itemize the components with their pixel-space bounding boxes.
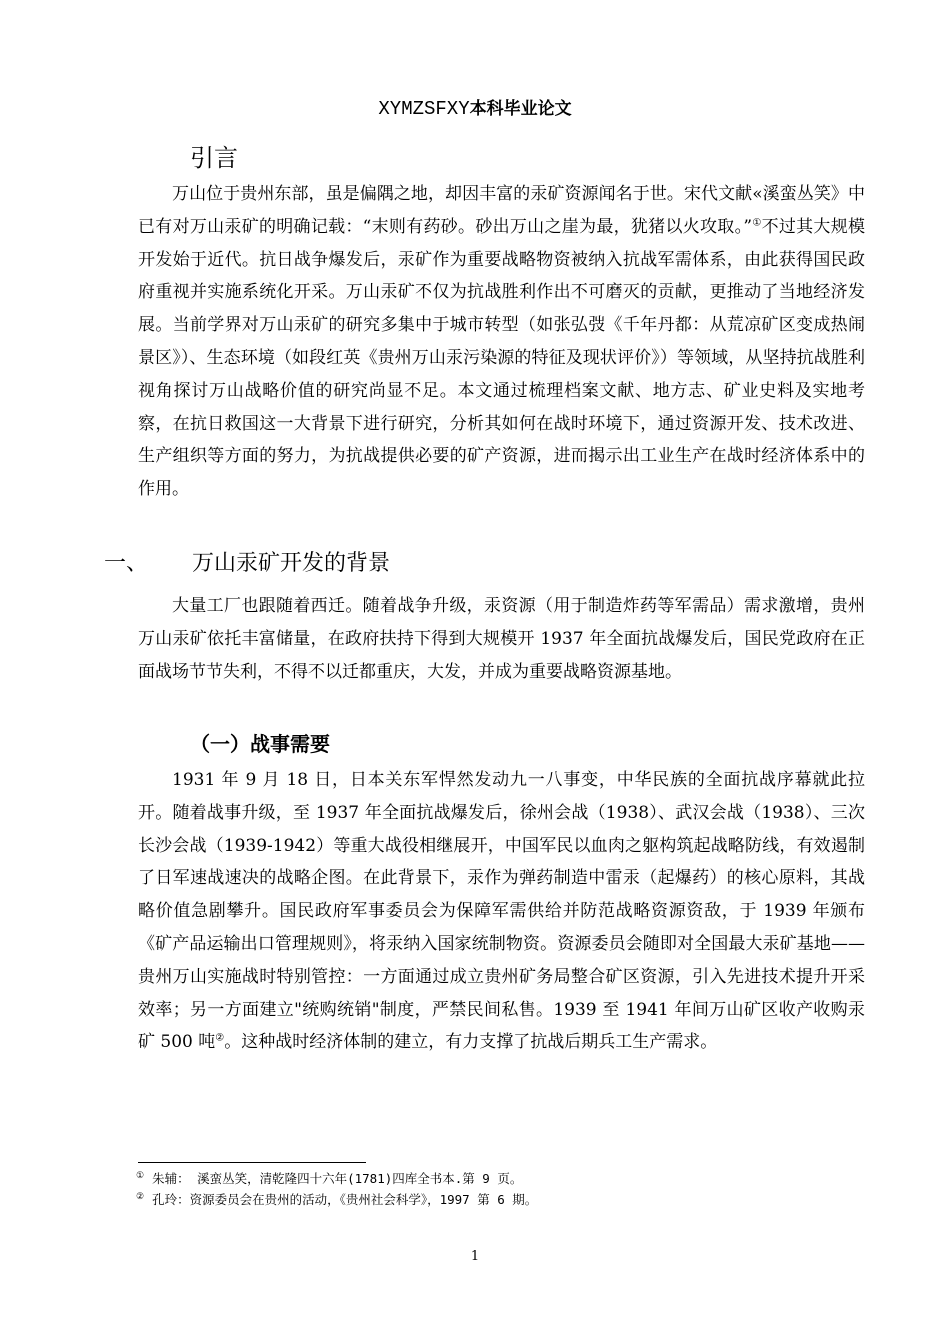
section-paragraph: 大量工厂也跟随着西迁。随着战争升级，汞资源（用于制造炸药等军需品）需求激增，贵州万山汞矿依托丰富储量，在政府扶持下得到大规模开 1937 年全面抗战爆发后，国民党政府在正面战场节节失利，不得不以迁都重庆，大发，并成为重要战略资源基地。 xyxy=(138,596,865,682)
intro-paragraph xyxy=(138,178,865,506)
footnote-ref-2: ② xyxy=(215,1032,225,1044)
intro-heading: 引言 xyxy=(190,144,238,172)
subsection-text-part-a: 1931 年 9 月 18 日，日本关东军悍然发动九一八事变，中华民族的全面抗战序幕就此拉开。随着战事升级，至 1937 年全面抗战爆发后，徐州会战（1938）、武汉会战（1938）、三次长沙会战（1939-1942）等重大战役相继展开，中国军民以血肉之躯构筑起战略防线，有效遏制了日军速战速决的战略企图。在此背景下，汞作为弹药制造中雷汞（起爆药）的核心原料，其战略价值急剧攀升。国民政府军事委员会为保障军需供给并防范战略资源资敌，于 1939 年颁布《矿产品运输出口管理规则》，将汞纳入国家统制物资。资源委员会随即对全国最大汞矿基地——贵州万山实施战时特别管控：一方面通过成立贵州矿务局整合矿区资源，引入先进技术提升开采效率；另一方面建立"统购统销"制度，严禁民间私售。1939 至 1941 年间万山矿区收产收购汞矿 500 吨 xyxy=(138,770,865,1053)
intro-text-part-a: 万山位于贵州东部，虽是偏隅之地，却因丰富的汞矿资源闻名于世。宋代文献«溪蛮丛笑》中已有对万山汞矿的明确记载：“末则有药砂。砂出万山之崖为最，犹猪以火攻取。” xyxy=(138,184,865,237)
header-label: 本科毕业论文 xyxy=(469,99,572,119)
header-code: XYMZSFXY xyxy=(378,98,470,120)
footnote-divider xyxy=(138,1162,366,1163)
section-heading xyxy=(104,546,390,577)
section-title: 万山汞矿开发的背景 xyxy=(192,551,391,576)
footnote-ref-1: ① xyxy=(752,217,762,229)
subsection-text-part-b: 。这种战时经济体制的建立，有力支撑了抗战后期兵工生产需求。 xyxy=(224,1032,718,1053)
footnote-2-text: 孔玲：资源委员会在贵州的活动，《贵州社会科学》，1997 第 6 期。 xyxy=(152,1192,538,1207)
footnote-2 xyxy=(136,1191,537,1209)
footnote-1 xyxy=(136,1170,522,1188)
subsection-paragraph xyxy=(138,764,865,1059)
footnote-1-mark: ① xyxy=(136,1170,145,1181)
running-header xyxy=(0,94,950,120)
page-number: 1 xyxy=(470,1249,480,1264)
section-number: 一、 xyxy=(104,551,149,576)
subsection-heading: （一）战事需要 xyxy=(190,732,330,756)
footnote-1-text: 朱辅： 溪蛮丛笑，清乾隆四十六年(1781)四库全书本.第 9 页。 xyxy=(152,1171,523,1186)
intro-text-part-b: 不过其大规模开发始于近代。抗日战争爆发后，汞矿作为重要战略物资被纳入抗战军需体系，由此获得国民政府重视并实施系统化开采。万山汞矿不仅为抗战胜利作出不可磨灭的贡献，更推动了当地经济发展。当前学界对万山汞矿的研究多集中于城市转型（如张弘弢《千年丹都：从荒凉矿区变成热闹景区》）、生态环境（如段红英《贵州万山汞污染源的特征及现状评价》）等领域，从坚持抗战胜利视角探讨万山战略价值的研究尚显不足。本文通过梳理档案文献、地方志、矿业史料及实地考察，在抗日救国这一大背景下进行研究，分析其如何在战时环境下，通过资源开发、技术改进、生产组织等方面的努力，为抗战提供必要的矿产资源，进而揭示出工业生产在战时经济体系中的作用。 xyxy=(138,216,865,500)
footnote-2-mark: ② xyxy=(136,1191,145,1202)
